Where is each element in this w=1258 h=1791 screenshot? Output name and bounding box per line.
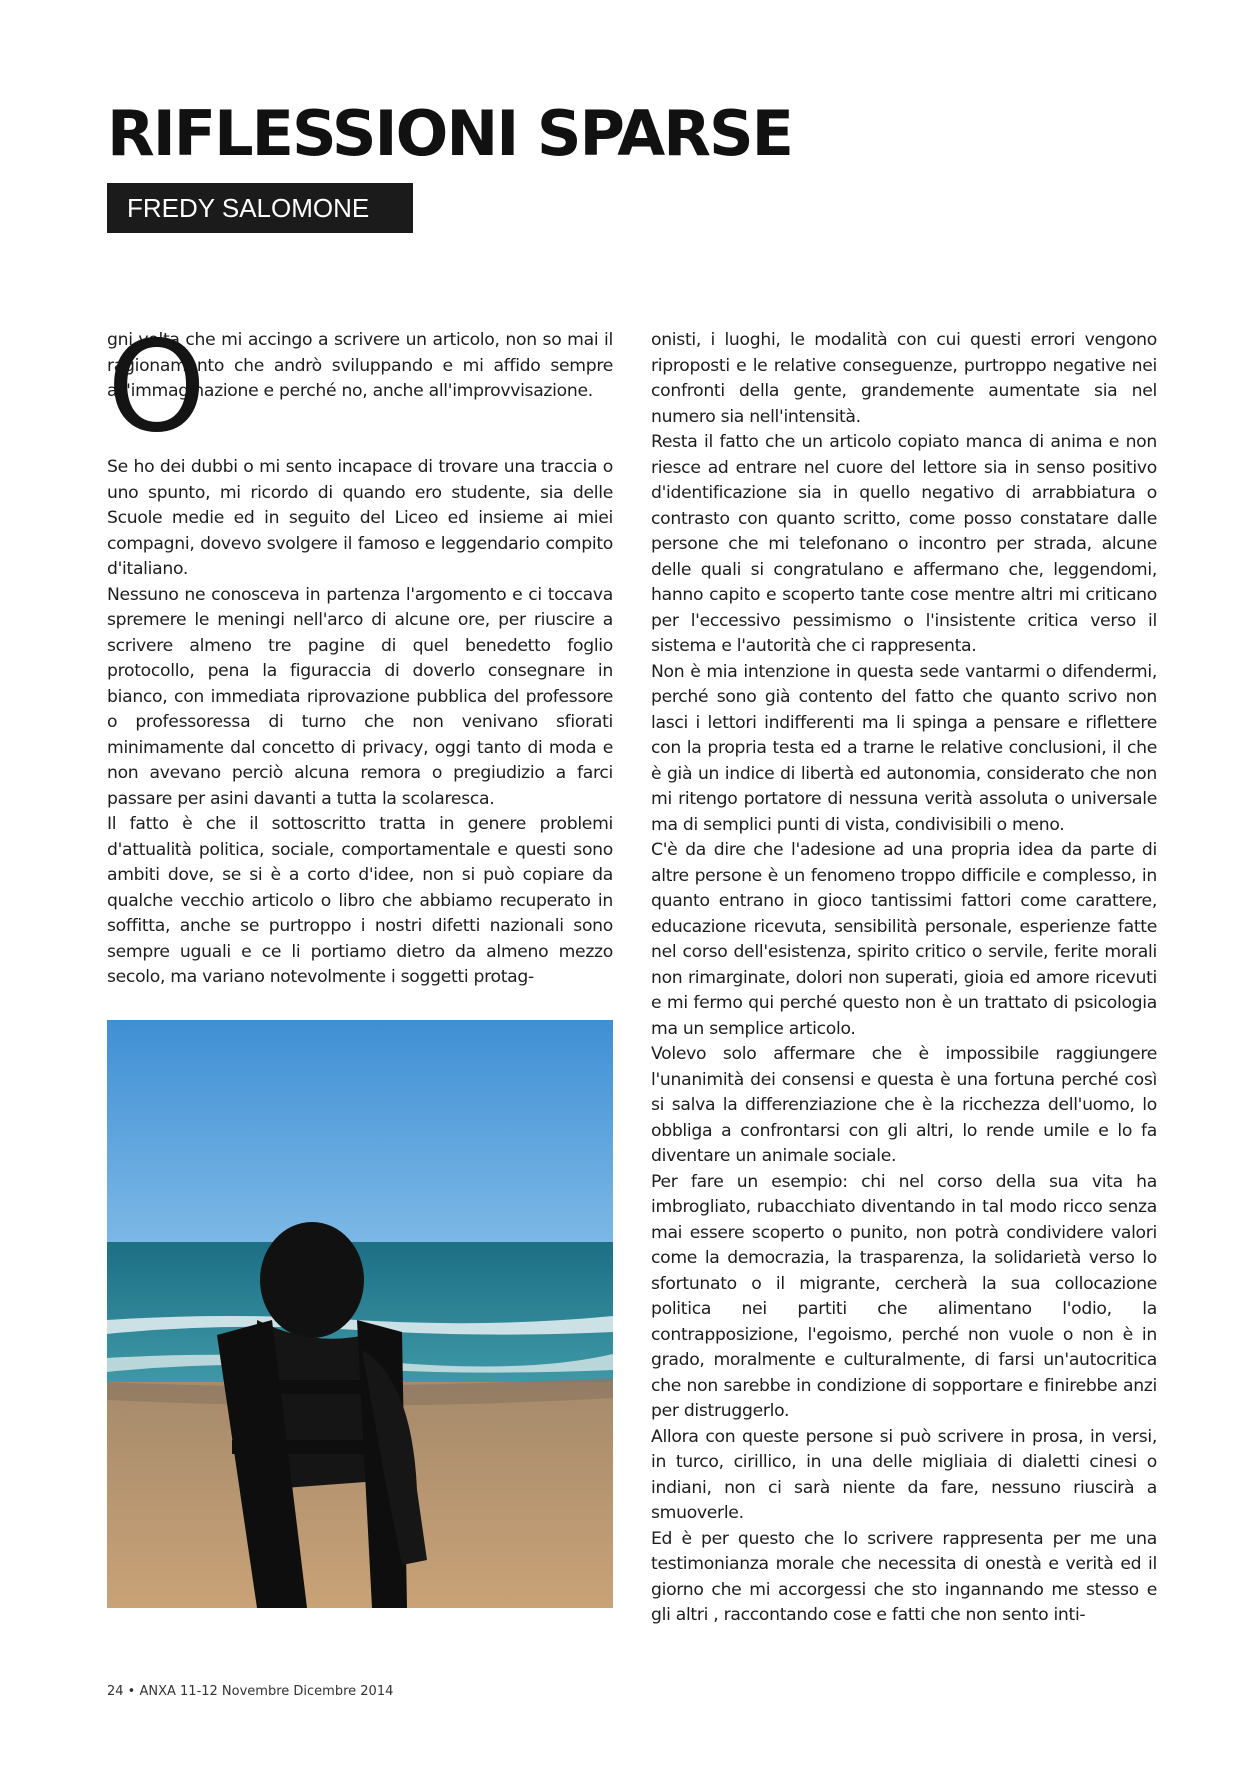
left-column [107,313,613,991]
article-title: RIFLESSIONI SPARSE [107,97,792,170]
author-label: FREDY SALOMONE [107,183,413,233]
body-paragraph: Non è mia intenzione in questa sede vantarmi o difendermi, perché sono già contento del fatto che quanto scrivo non lasci i lettori indifferenti ma li spinga a pensare e riflettere con la propria testa ed a trarne le relative conclusioni, il che è già un indice di libertà ed autonomia, considerato che non mi ritengo portatore di nessuna verità assoluta o universale ma di semplici punti di vista, condivisibili o meno. [651,661,1157,835]
body-paragraph: onisti, i luoghi, le modalità con cui questi errori vengono riproposti e le relative conseguenze, purtroppo negative nei confronti della gente, grandemente aumentate sia nel numero sia nell'intensità. [651,330,1157,427]
body-paragraph: Resta il fatto che un articolo copiato manca di anima e non riesce ad entrare nel cuore del lettore sia in senso positivo d'identificazione sia in quello negativo di arrabbiatura o contrasto con quanto scritto, come posso constatare dalle persone che mi telefonano o incontro per strada, alcune delle quali si congratulano e affermano che, leggendomi, hanno capito e scoperto tante cose mentre altri mi criticano per l'eccessivo pessimismo o l'insistente critica verso il sistema e l'autorità che ci rappresenta. [651,432,1157,656]
body-paragraph: Il fatto è che il sottoscritto tratta in genere problemi d'attualità politica, sociale, comportamentale e questi sono ambiti dove, se si è a corto d'idee, non si può copiare da qualche vecchio articolo o libro che abbiamo recuperato in soffitta, anche se purtroppo i nostri difetti nazionali sono sempre uguali e ce li portiamo dietro da almeno mezzo secolo, ma variano notevolmente i soggetti protag- [107,814,613,987]
body-paragraph: Per fare un esempio: chi nel corso della sua vita ha imbrogliato, rubacchiato diventando in tal modo ricco senza mai essere scoperto o punito, non potrà condividere valori come la democrazia, la trasparenza, la solidarietà verso lo sfortunato o il migrante, cercherà la sua collocazione politica nei partiti che alimentano l'odio, la contrapposizione, l'egoismo, perché non vuole o non è in grado, moralmente e culturalmente, di farsi un'autocritica che non sarebbe in condizione di sopportare e finirebbe anzi per distruggerlo. [651,1171,1157,1421]
body-paragraph: Ed è per questo che lo scrivere rappresenta per me una testimonianza morale che necessita di onestà e verità ed il giorno che mi accorgessi che sto ingannando me stesso e gli altri , raccontando cose e fatti che non sento inti- [651,1528,1157,1625]
body-paragraph: Se ho dei dubbi o mi sento incapace di trovare una traccia o uno spunto, mi ricordo di quando ero studente, sia delle Scuole medie ed in seguito del Liceo ed insieme ai miei compagni, dovevo svolgere il famoso e leggendario compito d'italiano. [107,457,613,579]
page-footer: 24 • ANXA 11-12 Novembre Dicembre 2014 [107,1684,394,1699]
right-column [651,328,1157,1629]
beach-photo [107,1020,613,1608]
intro-paragraph: gni volta che mi accingo a scrivere un articolo, non so mai il ragionamento che andrò sviluppando e mi affido sempre all'immaginazione e perché no, anche all'improvvisazione. [107,330,613,401]
body-paragraph: Volevo solo affermare che è impossibile raggiungere l'unanimità dei consensi e questa è una fortuna perché così si salva la differenziazione che è la ricchezza dell'uomo, lo obbliga a confrontarsi con gli altri, lo rende umile e lo fa diventare un animale sociale. [651,1044,1157,1166]
body-paragraph: C'è da dire che l'adesione ad una propria idea da parte di altre persone è un fenomeno troppo difficile e complesso, in quanto entrano in gioco tantissimi fattori come carattere, educazione ricevuta, sensibilità personale, esperienze fatte nel corso dell'esistenza, spirito critico o servile, ferite morali non rimarginate, dolori non superati, gioia ed amore ricevuti e mi fermo qui perché questo non è un trattato di psicologia ma un semplice articolo. [651,840,1157,1039]
intro-block [107,313,613,460]
drop-cap: O [107,313,206,460]
body-paragraph: Allora con queste persone si può scrivere in prosa, in versi, in turco, cirillico, in una delle migliaia di dialetti cinesi o indiani, non ci sarà niente da fare, nessuno riuscirà a smuoverle. [651,1426,1157,1523]
body-paragraph: Nessuno ne conosceva in partenza l'argomento e ci toccava spremere le meningi nell'arco di alcune ore, per riuscire a scrivere almeno tre pagine di quel benedetto foglio protocollo, pena la figuraccia di doverlo consegnare in bianco, con immediata riprovazione pubblica del professore o professoressa di turno che non venivano sfiorati minimamente dal concetto di privacy, oggi tanto di moda e non avevano perciò alcuna remora o pregiudizio a farci passare per asini davanti a tutta la scolaresca. [107,584,613,809]
